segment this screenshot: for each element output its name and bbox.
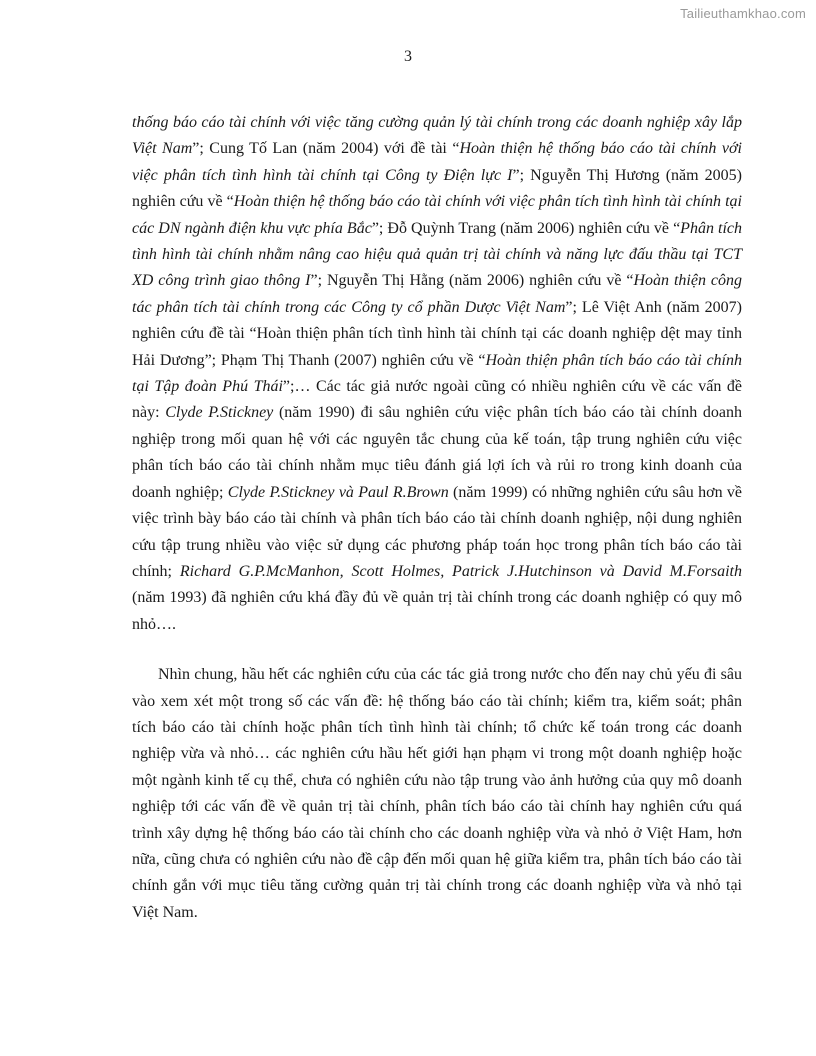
text-run: ”; Nguyễn Thị Hằng (năm 2006) nghiên cứu về “ — [310, 272, 634, 290]
text-run: ”; Cung Tố Lan (năm 2004) với đề tài “ — [192, 140, 460, 158]
paragraph-2 — [132, 662, 742, 926]
italic-text-run: thống báo cáo tài chính với việc tăng cường quản lý tài chính trong các doanh nghiệp xây lắp Việt Nam — [132, 114, 742, 158]
italic-text-run: Hoàn thiện hệ thống báo cáo tài chính với việc phân tích tình hình tài chính tại các DN ngành điện khu vực phía Bắc — [132, 193, 743, 237]
text-run: Nhìn chung, hầu hết các nghiên cứu của các tác giả trong nước cho đến nay chủ yếu đi sâu vào xem xét một trong số các vấn đề: hệ thống báo cáo tài chính; kiểm tra, kiểm soát; phân tích báo cáo tài chính hoặc phân tích tình hình tài chính; tổ chức kế toán trong các doanh nghiệp vừa và nhỏ… các nghiên cứu hầu hết giới hạn phạm vi trong một doanh nghiệp hoặc một ngành kinh tế cụ thể, chưa có nghiên cứu nào tập trung vào ảnh hưởng của quy mô doanh nghiệp tới các vấn đề về quản trị tài chính, phân tích báo cáo tài chính hay nghiên cứu quá trình xây dựng hệ thống báo cáo tài chính cho các doanh nghiệp vừa và nhỏ ở Việt Ham, hơn nữa, cũng chưa có nghiên cứu nào đề cập đến mối quan hệ giữa kiểm tra, phân tích báo cáo tài chính gắn với mục tiêu tăng cường quản trị tài chính trong các doanh nghiệp vừa và nhỏ tại Việt Nam. — [132, 666, 742, 921]
italic-text-run: Phân tích tình hình tài chính nhằm nâng cao hiệu quả quản trị tài chính và năng lực đấu thầu tại TCT XD công trình giao thông I — [132, 219, 743, 290]
italic-text-run: Hoàn thiện phân tích báo cáo tài chính tại Tập đoàn Phú Thái — [132, 351, 743, 396]
italic-text-run: Hoàn thiện công tác phân tích tài chính trong các Công ty cổ phần Dược Việt Nam — [132, 272, 743, 316]
text-run: ”; Lê Việt Anh (năm 2007) nghiên cứu đề tài “Hoàn thiện phân tích tình hình tài chính tại các doanh nghiệp dệt may tỉnh Hải Dương”; Phạm Thị Thanh (2007) nghiên cứu về “ — [132, 298, 742, 369]
text-run: (năm 1999) có những nghiên cứu sâu hơn về việc trình bày báo cáo tài chính và phân tích báo cáo tài chính doanh nghiệp, nội dung nghiên cứu tập trung nhiều vào việc sử dụng các phương pháp toán học trong phân tích báo cáo tài chính; — [132, 483, 743, 580]
text-run: ”; Đỗ Quỳnh Trang (năm 2006) nghiên cứu về “ — [371, 219, 681, 237]
paragraph-1 — [132, 110, 742, 638]
text-run: (năm 1993) đã nghiên cứu khá đầy đủ về quản trị tài chính trong các doanh nghiệp có quy mô nhỏ…. — [132, 589, 742, 633]
text-run: ”; Nguyễn Thị Hương (năm 2005) nghiên cứu về “ — [132, 166, 743, 211]
text-run: (năm 1990) đi sâu nghiên cứu việc phân tích báo cáo tài chính doanh nghiệp trong mối quan hệ với các nguyên tắc chung của kế toán, tập trung nghiên cứu việc phân tích báo cáo tài chính nhằm mục tiêu đánh giá lợi ích và rủi ro trong kinh doanh của doanh nghiệp; — [132, 404, 743, 501]
document-body — [132, 110, 742, 926]
italic-text-run: Clyde P.Stickney — [165, 404, 274, 422]
watermark: Tailieuthamkhao.com — [680, 6, 806, 21]
text-run: ”;… Các tác giả nước ngoài cũng có nhiều nghiên cứu về các vấn đề này: — [132, 378, 743, 422]
page-number: 3 — [404, 48, 412, 65]
italic-text-run: Hoàn thiện hệ thống báo cáo tài chính với việc phân tích tình hình tài chính tại Công ty Điện lực I — [132, 140, 742, 184]
italic-text-run: Richard G.P.McManhon, Scott Holmes, Patrick J.Hutchinson và David M.Forsaith — [179, 562, 743, 580]
italic-text-run: Clyde P.Stickney và Paul R.Brown — [227, 483, 449, 501]
